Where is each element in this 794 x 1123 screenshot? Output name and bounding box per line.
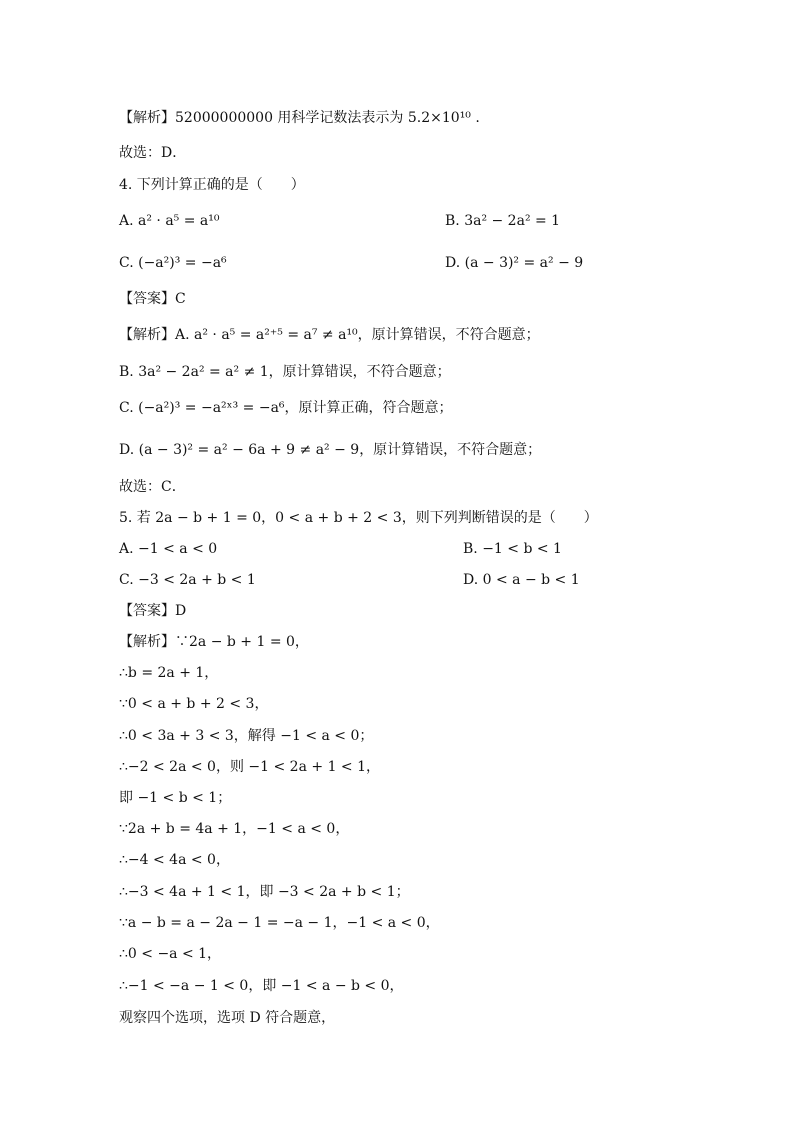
q4-choice: 故选：C． — [119, 479, 186, 495]
q4-analysis-b: B. 3a² − 2a² = a² ≠ 1，原计算错误，不符合题意； — [119, 364, 451, 380]
q5-analysis-3: ∵0 < a + b + 2 < 3， — [119, 696, 269, 712]
q4-analysis-a: 【解析】A. a² · a⁵ = a²⁺⁵ = a⁷ ≠ a¹⁰，原计算错误，不符合题意； — [119, 327, 540, 343]
q5-analysis-6: 即 −1 < b < 1； — [119, 790, 232, 806]
q5-analysis-11: ∴0 < −a < 1， — [119, 946, 222, 962]
q4-option-a: A. a² · a⁵ = a¹⁰ — [119, 213, 220, 229]
choice-line-q3: 故选：D． — [119, 145, 187, 161]
q5-conclusion: 观察四个选项，选项 D 符合题意， — [119, 1010, 336, 1026]
q5-analysis-12: ∴−1 < −a − 1 < 0，即 −1 < a − b < 0， — [119, 978, 404, 994]
q5-analysis-5: ∴−2 < 2a < 0，则 −1 < 2a + 1 < 1， — [119, 759, 381, 775]
analysis-line-q3: 【解析】52000000000 用科学记数法表示为 5.2×10¹⁰ . — [119, 110, 480, 126]
q5-analysis-1: 【解析】∵2a − b + 1 = 0， — [119, 634, 309, 650]
q4-answer: 【答案】C — [119, 291, 186, 307]
q5-analysis-2: ∴b = 2a + 1， — [119, 665, 219, 681]
q4-option-c: C. (−a²)³ = −a⁶ — [119, 255, 227, 271]
question-5: 5. 若 2a − b + 1 = 0，0 < a + b + 2 < 3，则下列判断错误的是（ ） — [119, 510, 598, 526]
q5-analysis-9: ∴−3 < 4a + 1 < 1，即 −3 < 2a + b < 1； — [119, 884, 410, 900]
q5-analysis-8: ∴−4 < 4a < 0， — [119, 852, 230, 868]
q5-analysis-7: ∵2a + b = 4a + 1，−1 < a < 0， — [119, 821, 350, 837]
question-4: 4. 下列计算正确的是（ ） — [119, 177, 305, 193]
q4-analysis-c: C. (−a²)³ = −a²ˣ³ = −a⁶，原计算正确，符合题意； — [119, 400, 453, 416]
q4-option-b: B. 3a² − 2a² = 1 — [445, 213, 561, 229]
q5-answer: 【答案】D — [119, 603, 187, 619]
q5-analysis-4: ∴0 < 3a + 3 < 3，解得 −1 < a < 0； — [119, 728, 374, 744]
q5-option-a: A. −1 < a < 0 — [119, 541, 218, 557]
q5-option-b: B. −1 < b < 1 — [463, 541, 562, 557]
q5-option-d: D. 0 < a − b < 1 — [463, 572, 580, 588]
q4-analysis-d: D. (a − 3)² = a² − 6a + 9 ≠ a² − 9，原计算错误，不符合题意； — [119, 442, 542, 458]
q5-option-c: C. −3 < 2a + b < 1 — [119, 572, 256, 588]
q5-analysis-10: ∵a − b = a − 2a − 1 = −a − 1，−1 < a < 0， — [119, 915, 440, 931]
q4-option-d: D. (a − 3)² = a² − 9 — [445, 255, 584, 271]
